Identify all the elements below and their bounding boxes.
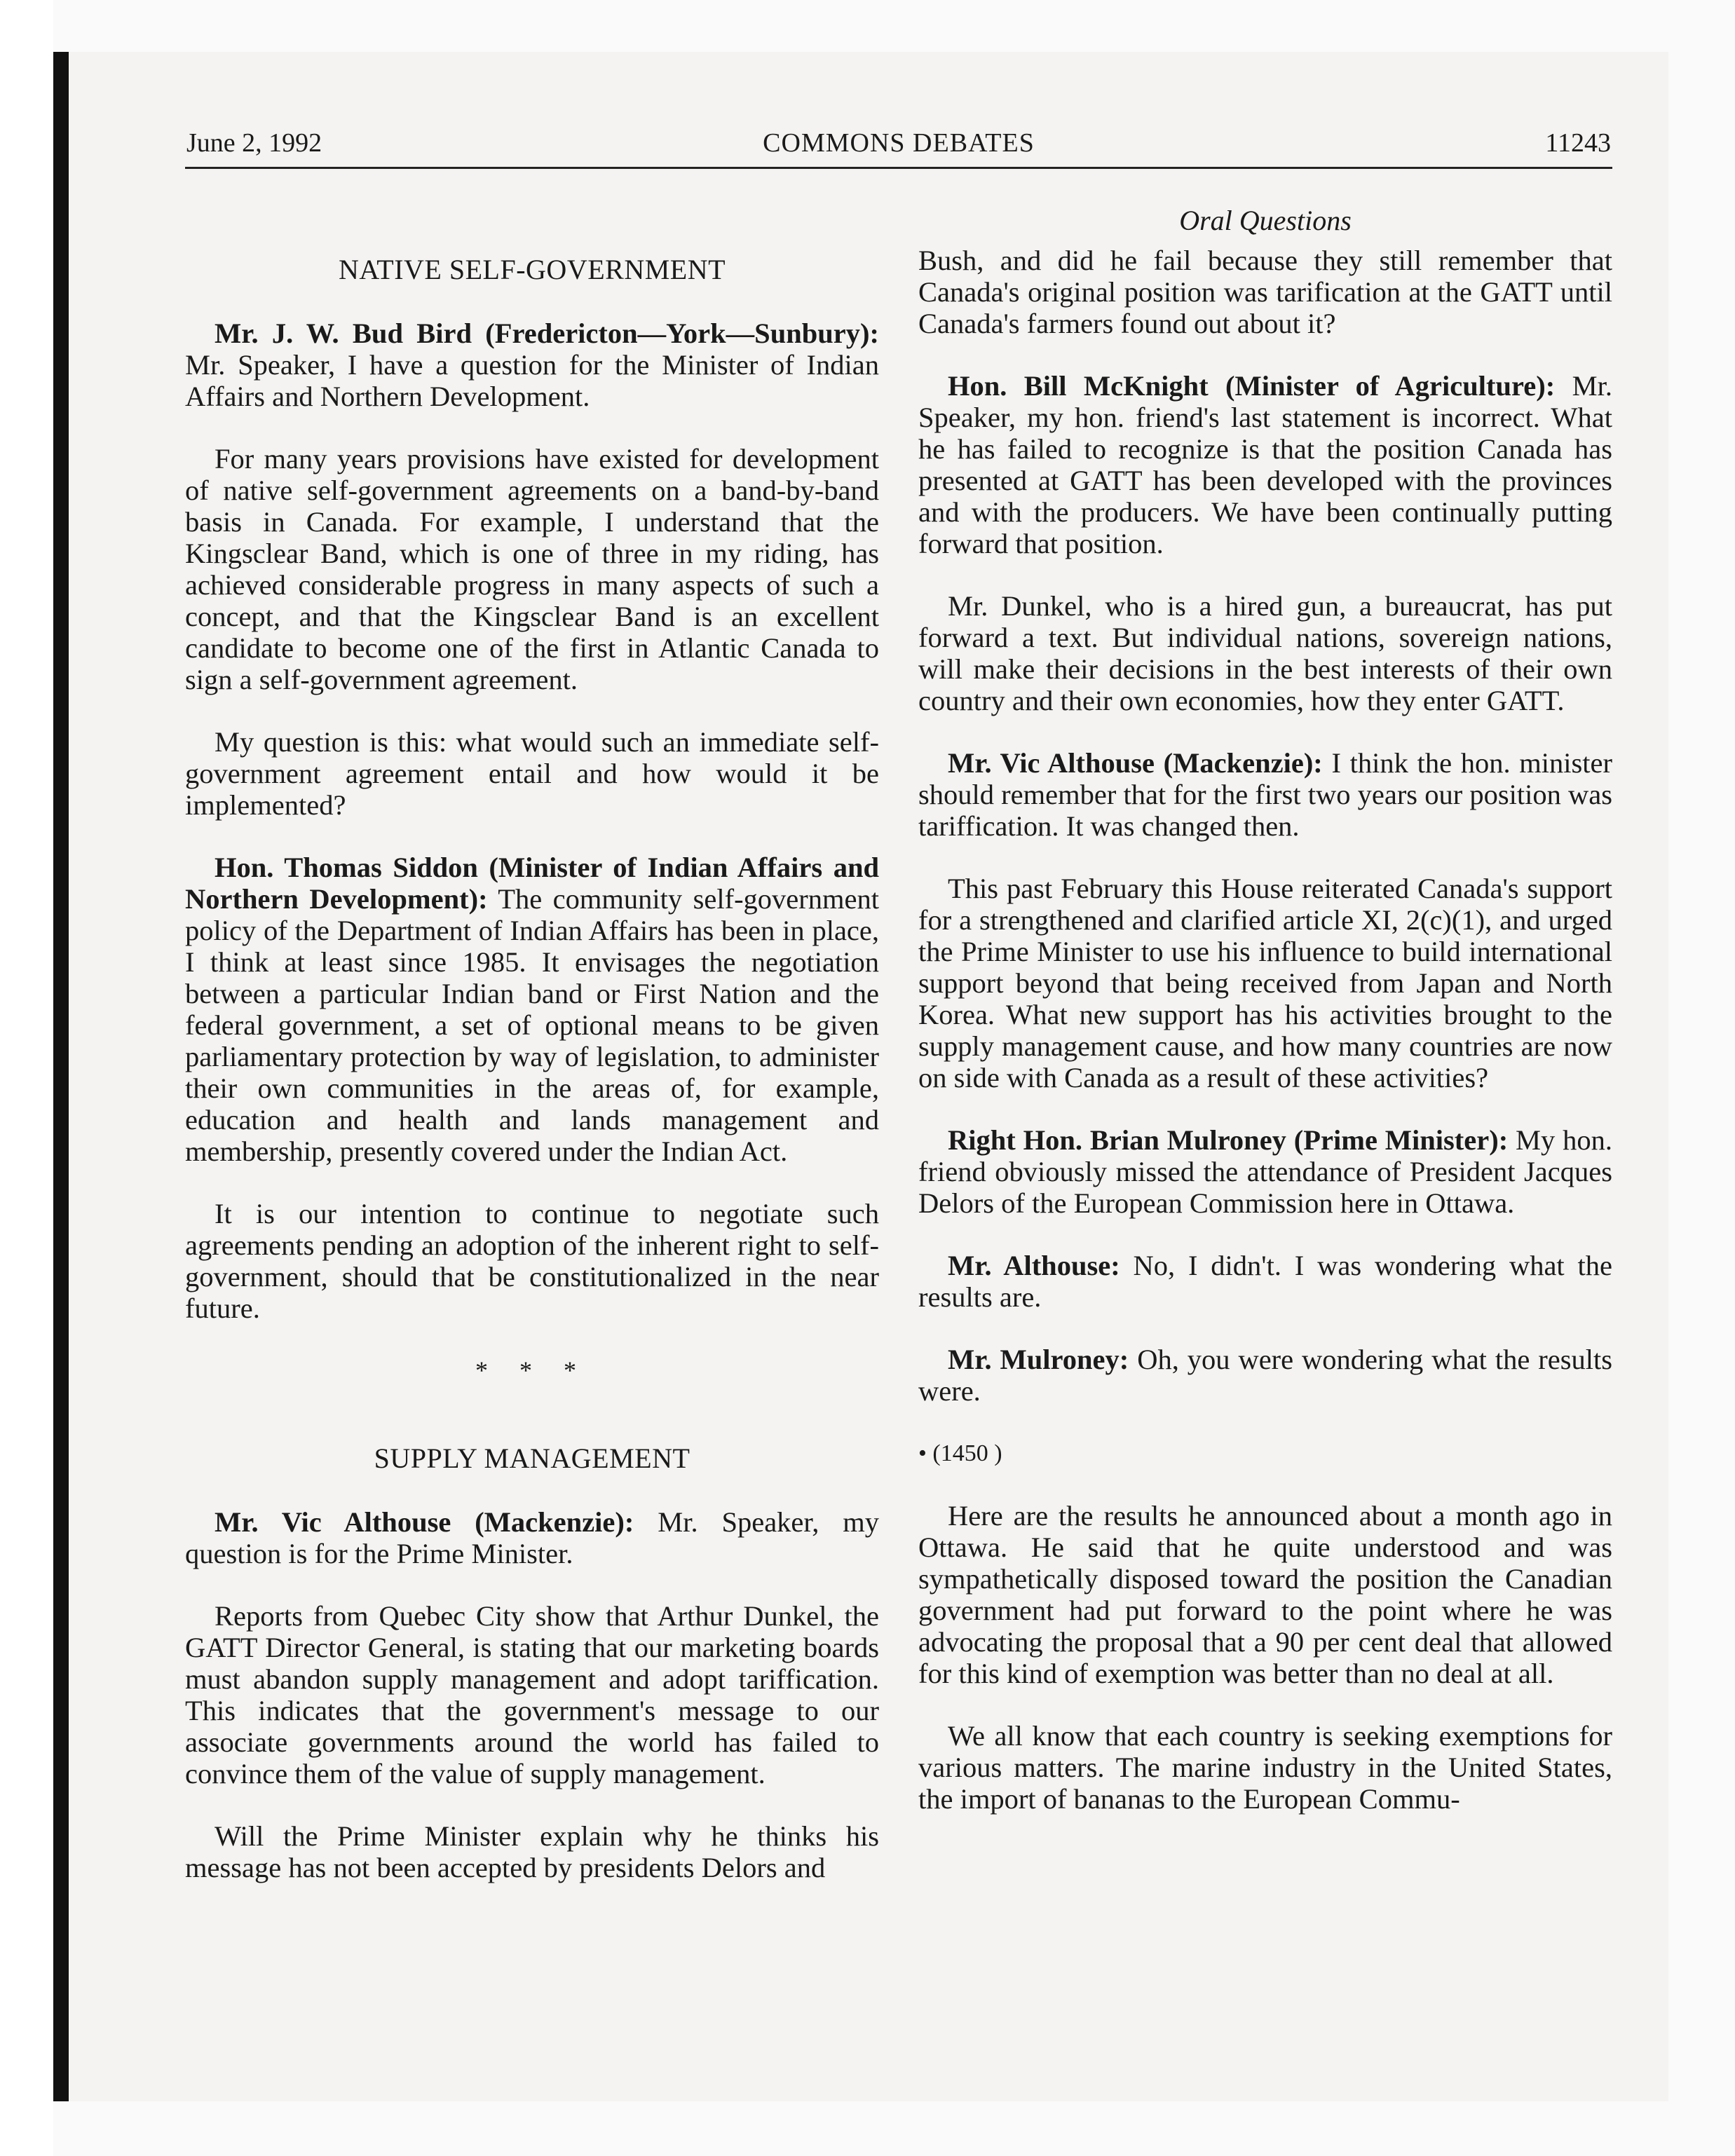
paragraph: Mr. Dunkel, who is a hired gun, a bureaucrat, has put forward a text. But individual nations, sovereign nations, will make their decisions in the best interests of their own country and their own economies, how they enter GATT. bbox=[918, 590, 1612, 716]
paragraph bbox=[918, 1344, 1612, 1407]
heading-supply-management: SUPPLY MANAGEMENT bbox=[374, 1442, 690, 1474]
paragraph: It is our intention to continue to negotiate such agreements pending an adoption of the inherent right to self-government, should that be constitutionalized in the near future. bbox=[185, 1198, 879, 1324]
header-date: June 2, 1992 bbox=[186, 128, 322, 158]
speaker-name: Mr. Vic Althouse (Mackenzie): bbox=[215, 1506, 634, 1538]
paragraph: Here are the results he announced about a month ago in Ottawa. He said that he quite understood and was sympathetically disposed toward the position the Canadian government had put forward to the point where he was advocating the proposal that a 90 per cent deal that allowed for this kind of exemption was better than no deal at all. bbox=[918, 1500, 1612, 1689]
running-head bbox=[186, 128, 1611, 170]
paragraph-text: No, I didn't. I was wondering what the results are. bbox=[918, 1250, 1612, 1313]
scan-binding-shadow bbox=[53, 52, 69, 2101]
left-column bbox=[185, 205, 879, 1914]
paragraph bbox=[918, 747, 1612, 842]
paragraph bbox=[185, 318, 879, 412]
header-page-number: 11243 bbox=[1545, 128, 1611, 158]
paragraph bbox=[918, 1250, 1612, 1313]
header-title: COMMONS DEBATES bbox=[763, 128, 1035, 158]
paragraph bbox=[918, 1124, 1612, 1219]
paragraph bbox=[185, 1506, 879, 1569]
paragraph: For many years provisions have existed for development of native self-government agreements on a band-by-band basis in Canada. For example, I understand that the Kingsclear Band, which is one of three in my riding, has achieved considerable progress in many aspects of such a concept, and that the Kingsclear Band is an excellent candidate to become one of the first in Atlantic Canada to sign a self-government agreement. bbox=[185, 443, 879, 695]
paragraph: Will the Prime Minister explain why he thinks his message has not been accepted by presidents Delors and bbox=[185, 1820, 879, 1883]
speaker-name: Right Hon. Brian Mulroney (Prime Minister): bbox=[948, 1124, 1509, 1156]
paragraph-text: The community self-government policy of the Department of Indian Affairs has been in place, I think at least since 1985. It envisages the negotiation between a particular Indian band or First Nation and the federal government, a set of optional means to be given parliamentary protection by way of legislation, to administer their own communities in the areas of, for example, education and health and lands management and membership, presently covered under the Indian Act. bbox=[185, 883, 880, 1167]
paragraph-text: Oh, you were wondering what the results were. bbox=[918, 1344, 1613, 1407]
speaker-name: Mr. Vic Althouse (Mackenzie): bbox=[948, 747, 1323, 779]
section-separator: * * * bbox=[475, 1356, 589, 1384]
header-rule bbox=[185, 167, 1612, 169]
speaker-name: Hon. Thomas Siddon (Minister of Indian Affairs and Northern Development): bbox=[185, 852, 879, 915]
paragraph: We all know that each country is seeking exemptions for various matters. The marine industry in the United States, the import of bananas to the European Commu- bbox=[918, 1720, 1612, 1815]
speaker-name: Mr. Althouse: bbox=[948, 1250, 1120, 1281]
speaker-name: Hon. Bill McKnight (Minister of Agriculture): bbox=[948, 370, 1556, 402]
scan-margin bbox=[0, 0, 53, 2156]
paragraph: Bush, and did he fail because they still remember that Canada's original position was tarification at the GATT until Canada's farmers found out about it? bbox=[918, 245, 1612, 339]
speaker-name: Mr. J. W. Bud Bird (Fredericton—York—Sunbury): bbox=[215, 318, 879, 349]
speaker-name: Mr. Mulroney: bbox=[948, 1344, 1129, 1375]
time-stamp: • (1450 ) bbox=[918, 1440, 1002, 1466]
paragraph: Reports from Quebec City show that Arthur Dunkel, the GATT Director General, is stating that our marketing boards must abandon supply management and adopt tariffication. This indicates that the government's message to our associate governments around the world has failed to convince them of the value of supply management. bbox=[185, 1600, 879, 1789]
paragraph: This past February this House reiterated Canada's support for a strengthened and clarified article XI, 2(c)(1), and urged the Prime Minister to use his influence to build international support beyond that being received from Japan and North Korea. What new support has his activities brought to the supply management cause, and how many countries are now on side with Canada as a result of these activities? bbox=[918, 873, 1612, 1093]
paragraph-text: Mr. Speaker, my question is for the Prime Minister. bbox=[185, 1506, 879, 1569]
paragraph bbox=[918, 370, 1612, 559]
paragraph: My question is this: what would such an immediate self-government agreement entail and how would it be implemented? bbox=[185, 726, 879, 821]
heading-native-self-government: NATIVE SELF-GOVERNMENT bbox=[338, 254, 726, 285]
paragraph-text: My hon. friend obviously missed the attendance of President Jacques Delors of the European Commission here in Ottawa. bbox=[918, 1124, 1612, 1219]
paragraph-text: I think the hon. minister should remember that for the first two years our position was tariffication. It was changed then. bbox=[918, 747, 1613, 842]
section-label-oral-questions: Oral Questions bbox=[1179, 205, 1352, 236]
paragraph bbox=[185, 852, 879, 1167]
paragraph-text: Mr. Speaker, my hon. friend's last statement is incorrect. What he has failed to recognize is that the position Canada has presented at GATT has been developed with the provinces and with the producers. We have been continually putting forward that position. bbox=[918, 370, 1613, 559]
right-column bbox=[918, 205, 1612, 1845]
paragraph-text: Mr. Speaker, I have a question for the Minister of Indian Affairs and Northern Development. bbox=[185, 349, 879, 412]
